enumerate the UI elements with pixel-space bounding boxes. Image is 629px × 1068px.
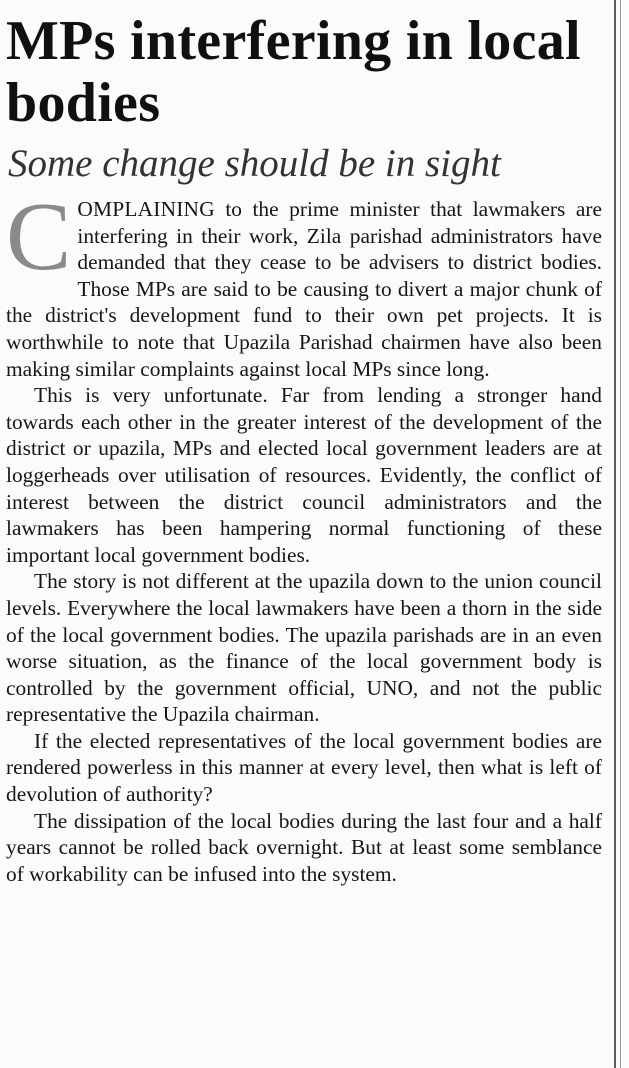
paragraph-5: The dissipation of the local bodies during the last four and a half years cannot be rolled back overnight. But at least some semblance of workability can be infused into the system. <box>6 808 602 886</box>
paragraph-1-text: to the prime minister that lawmakers are interfering in their work, Zila parishad administrators have demanded that they cease to be advisers to district bodies. Those MPs are said to be causing to divert a major chunk of the district's development fund to their own pet projects. It is worthwhile to note that Upazila Parishad chairmen have also been making similar complaints against local MPs since long. <box>6 197 602 381</box>
subheadline: Some change should be in sight <box>8 142 501 185</box>
editorial-article <box>6 10 602 887</box>
paragraph-4: If the elected representatives of the local government bodies are rendered powerless in this manner at every level, then what is left of devolution of authority? <box>6 728 602 807</box>
paragraph-3: The story is not different at the upazila down to the union council levels. Everywhere the local lawmakers have been a thorn in the side of the local government bodies. The upazila parishads are in an even worse situation, as the finance of the local government body is controlled by the government official, UNO, and not the public representative the Upazila chairman. <box>6 569 602 727</box>
drop-cap: C <box>6 183 72 291</box>
page-edge <box>620 0 621 1068</box>
article-body <box>6 183 602 887</box>
paragraph-1 <box>6 183 602 382</box>
column-rule <box>614 0 616 1068</box>
headline: MPs interfering in local bodies <box>6 10 581 134</box>
paragraph-2: This is very unfortunate. Far from lending a stronger hand towards each other in the greater interest of the development of the district or upazila, MPs and elected local government leaders are at loggerheads over utilisation of resources. Evidently, the conflict of interest between the district council administrators and the lawmakers has been hampering normal functioning of these important local government bodies. <box>6 383 602 567</box>
lead-caps: OMPLAINING <box>77 197 215 221</box>
